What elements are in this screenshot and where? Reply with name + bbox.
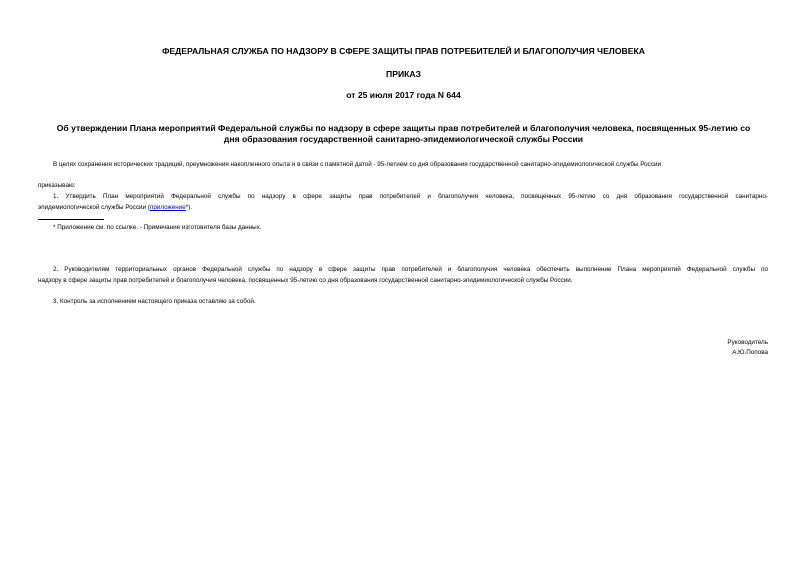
document-date-number: от 25 июля 2017 года N 644 — [346, 90, 461, 100]
item-1-line-2 — [38, 203, 192, 214]
subject-line-2: дня образования государственной санитарно-эпидемиологической службы России — [223, 134, 584, 144]
appendix-link[interactable]: приложение — [149, 204, 186, 211]
order-word: приказываю: — [38, 182, 76, 189]
item-1-line-1: 1. Утвердить План мероприятий Федеральной службы по надзору в сфере защиты прав потребителей и благополучия человека, посвященных 95-летию со дня образования государственной санитарно- — [53, 193, 768, 200]
item-2-line-1: 2. Руководителям территориальных органов Федеральной службы по надзору в сфере защиты прав потребителей и благополучия человека обеспечить выполнение Плана мероприятий Федеральной службы по — [53, 266, 768, 273]
footnote-separator — [38, 219, 104, 220]
document-type: ПРИКАЗ — [386, 69, 421, 79]
document-subject — [30, 123, 777, 145]
item-3-paragraph: 3. Контроль за исполнением настоящего приказа оставляю за собой. — [53, 298, 256, 305]
subject-line-1: Об утверждении Плана мероприятий Федеральной службы по надзору в сфере защиты прав потребителей и благополучия человека, посвященных 95-летию со — [56, 123, 751, 133]
preamble-paragraph: В целях сохранения исторических традиций, преумножения накопленного опыта и в связи с памятной датой - 95-летием со дня образования государственной санитарно-эпидемиологической службы России — [53, 161, 661, 168]
item-2-line-2: надзору в сфере защиты прав потребителей и благополучия человека, посвященных 95-летию со дня образования государственной санитарно-эпидемиологической службы России. — [38, 277, 573, 284]
agency-title: ФЕДЕРАЛЬНАЯ СЛУЖБА ПО НАДЗОРУ В СФЕРЕ ЗАЩИТЫ ПРАВ ПОТРЕБИТЕЛЕЙ И БЛАГОПОЛУЧИЯ ЧЕЛОВЕКА — [162, 46, 645, 56]
item-1-line-2-suffix: *). — [185, 204, 193, 211]
footnote-text: * Приложение см. по ссылке. - Примечание изготовителя базы данных. — [53, 224, 262, 231]
item-1-line-2-prefix: эпидемиологической службы России ( — [38, 204, 150, 211]
signature-title: Руководитель — [727, 339, 768, 346]
signature-name: А.Ю.Попова — [732, 349, 768, 356]
